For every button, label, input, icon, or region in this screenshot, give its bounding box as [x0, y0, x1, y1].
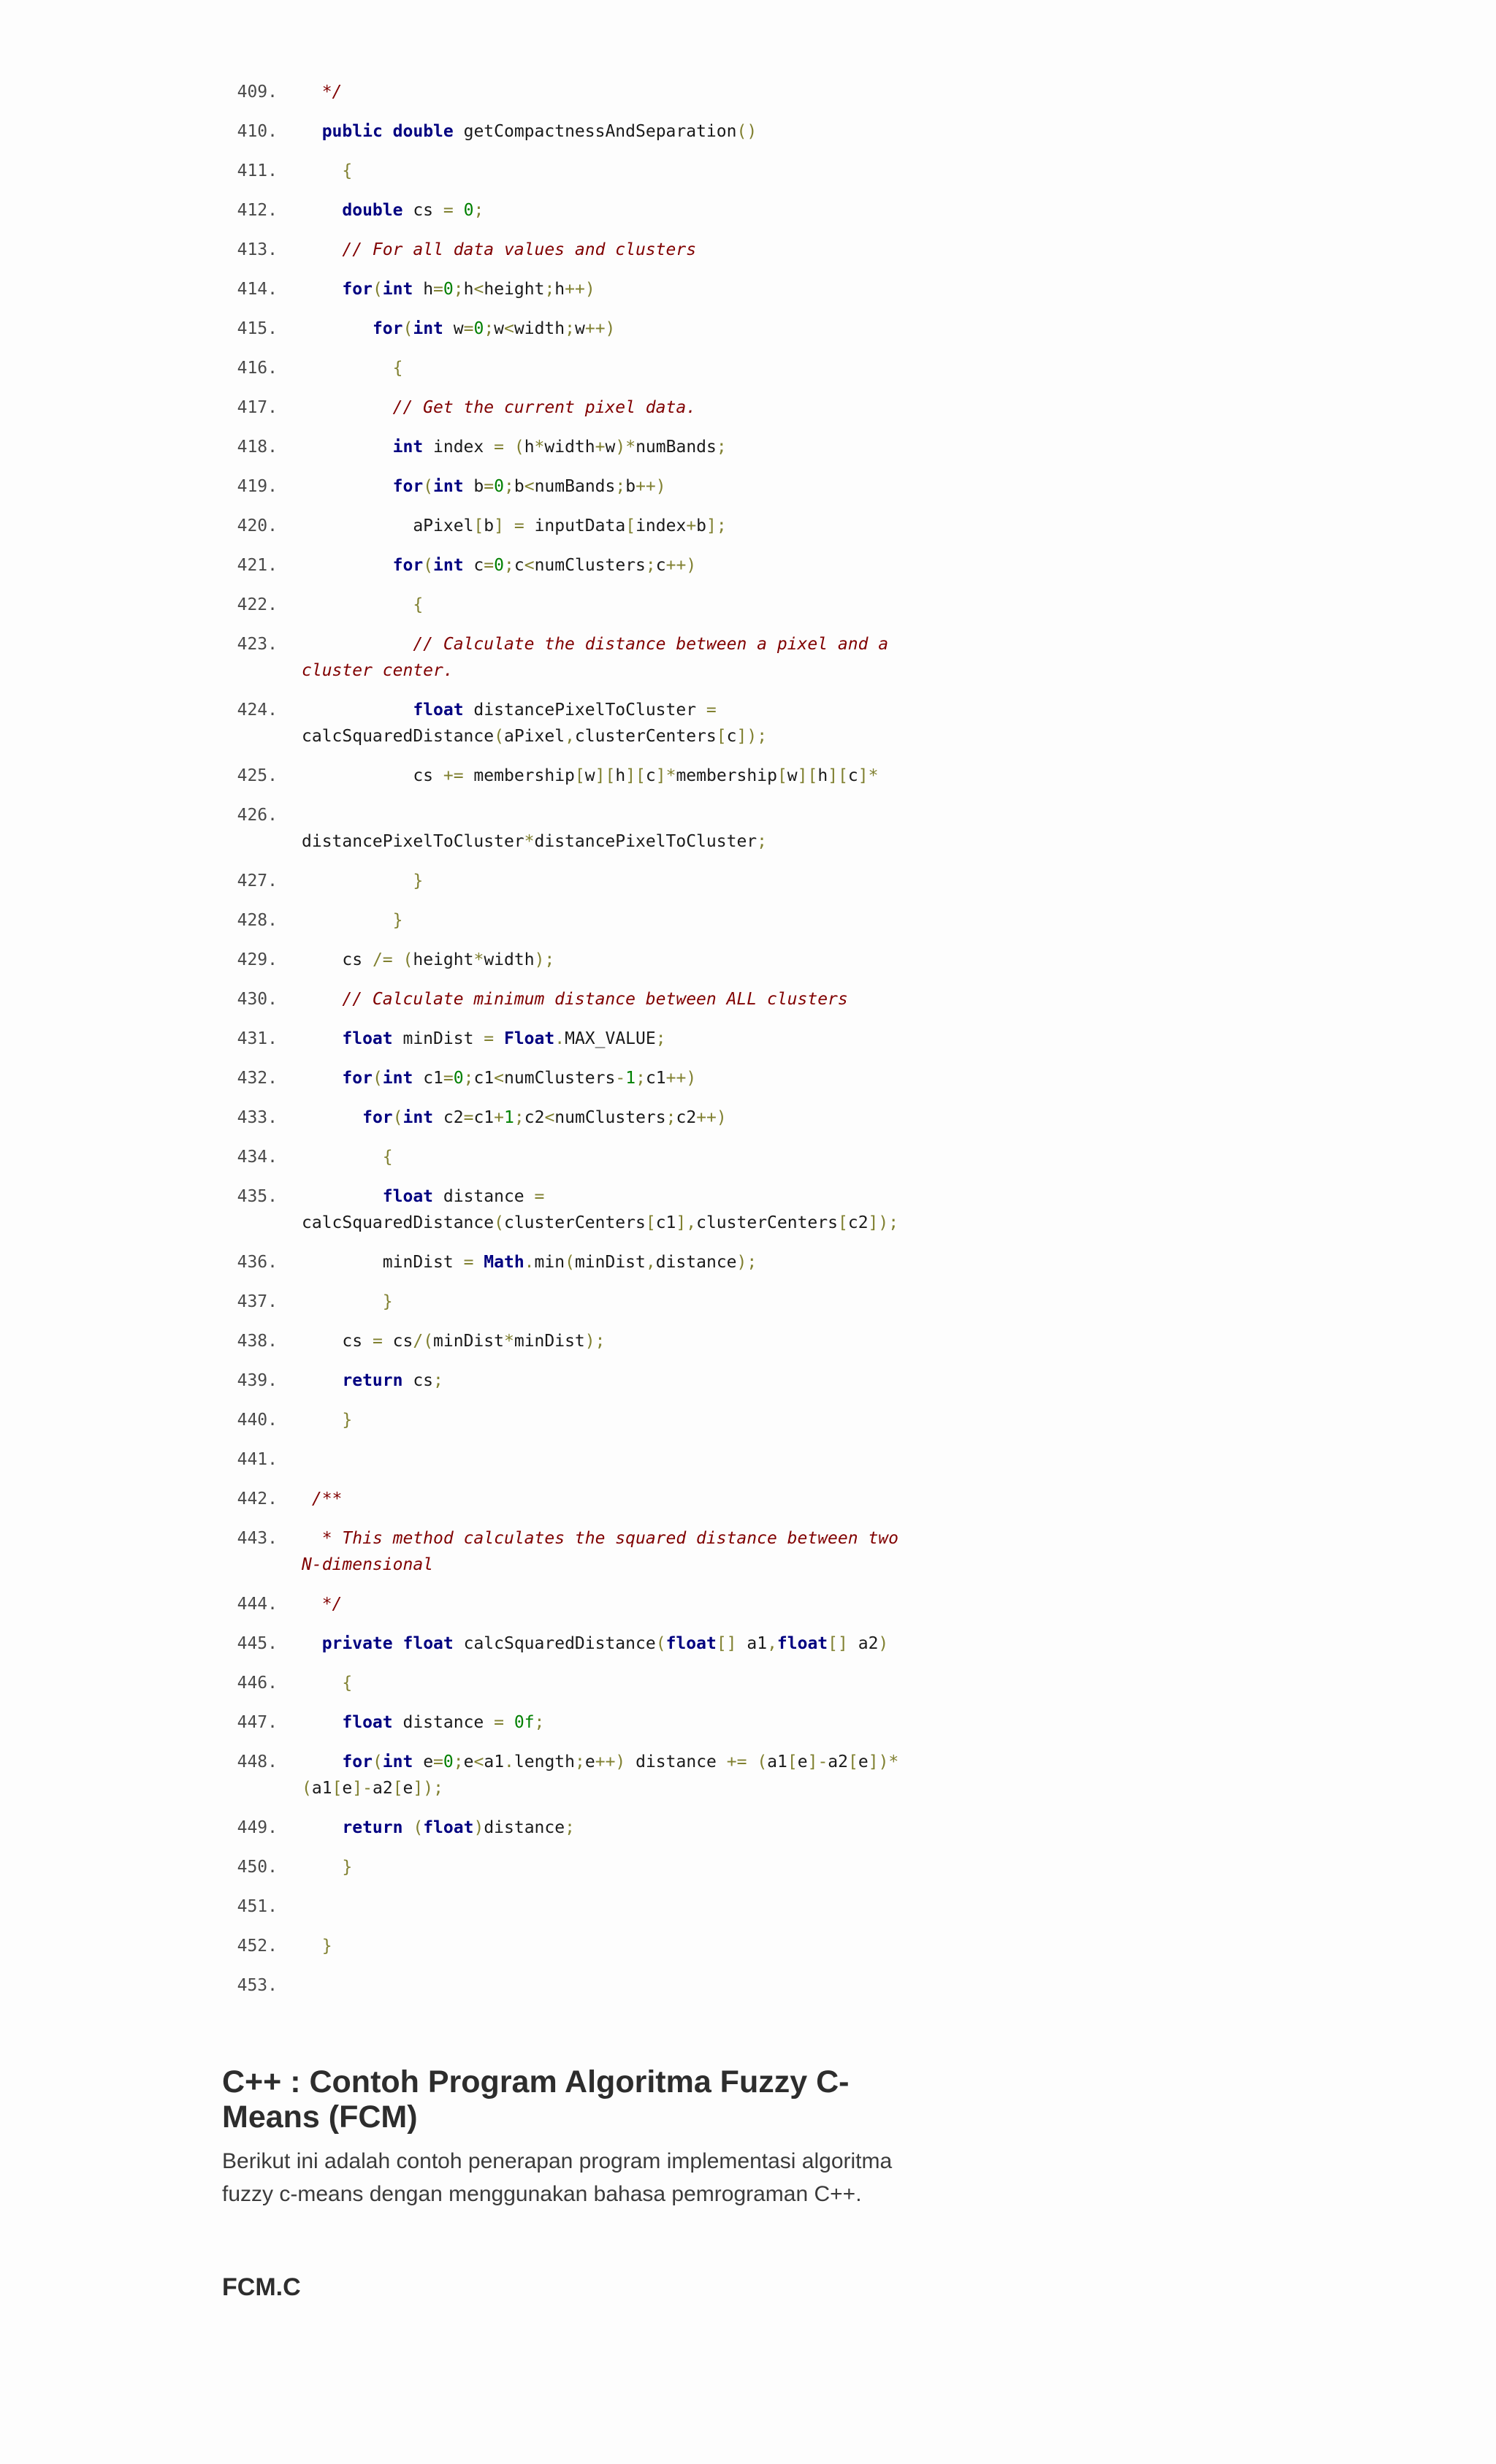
- line-number: 430.: [237, 990, 278, 1009]
- code-text: // Calculate minimum distance between ALL clusters: [302, 990, 848, 1009]
- code-line: [219, 158, 920, 197]
- code-text: double cs = 0;: [342, 201, 484, 220]
- code-line: [219, 1670, 920, 1709]
- line-number: 447.: [237, 1713, 278, 1732]
- line-number: 410.: [237, 122, 278, 141]
- code-text: for(int e=0;e<a1.length;e++) distance += (a1[e]-a2[e])* (a1[e]-a2[e]);: [302, 1752, 899, 1798]
- code-line: [219, 197, 920, 237]
- line-number: 449.: [237, 1818, 278, 1837]
- code-text: minDist = Math.min(minDist,distance);: [302, 1253, 757, 1272]
- line-number: 420.: [237, 516, 278, 535]
- line-number: 415.: [237, 319, 278, 338]
- line-number: 434.: [237, 1148, 278, 1167]
- line-number: 444.: [237, 1595, 278, 1614]
- line-number: 414.: [237, 280, 278, 299]
- line-number: 425.: [237, 766, 278, 785]
- line-number: 413.: [237, 240, 278, 259]
- code-text: // Calculate the distance between a pixel and a cluster center.: [302, 635, 889, 680]
- line-number: 416.: [237, 359, 278, 378]
- line-number: 440.: [237, 1411, 278, 1430]
- code-line: [219, 1933, 920, 1972]
- line-number: 428.: [237, 911, 278, 930]
- code-text: // Get the current pixel data.: [302, 398, 697, 417]
- code-text: for(int c=0;c<numClusters;c++): [392, 556, 697, 575]
- line-number: 443.: [237, 1529, 278, 1548]
- code-line: [219, 1407, 920, 1446]
- line-number: 453.: [237, 1976, 278, 1995]
- code-text: }: [413, 871, 424, 890]
- line-number: 412.: [237, 201, 278, 220]
- code-text: {: [342, 161, 353, 180]
- code-text: private float calcSquaredDistance(float[] a1,float[] a2): [321, 1634, 889, 1653]
- code-line: [219, 355, 920, 394]
- line-number: 409.: [237, 83, 278, 102]
- code-line: [219, 1525, 920, 1591]
- code-text: distancePixelToCluster*distancePixelToCluster;: [302, 832, 767, 851]
- line-number: 411.: [237, 161, 278, 180]
- code-line: [219, 1893, 920, 1933]
- code-line: [219, 907, 920, 947]
- code-line: [219, 1446, 920, 1486]
- code-text: */: [302, 1595, 343, 1614]
- code-line: [219, 763, 920, 802]
- line-number: 442.: [237, 1490, 278, 1508]
- code-text: for(int h=0;h<height;h++): [342, 280, 595, 299]
- code-listing: [219, 79, 920, 2012]
- code-line: [219, 79, 920, 118]
- code-text: float distance = 0f;: [342, 1713, 545, 1732]
- code-line: [219, 237, 920, 276]
- code-text: // For all data values and clusters: [302, 240, 697, 259]
- code-text: return (float)distance;: [342, 1818, 575, 1837]
- line-number: 451.: [237, 1897, 278, 1916]
- code-line: [219, 802, 920, 868]
- code-line: [219, 1709, 920, 1749]
- code-line: [219, 118, 920, 158]
- line-number: 422.: [237, 595, 278, 614]
- code-text: aPixel[b] = inputData[index+b];: [302, 516, 727, 535]
- code-line: [219, 1972, 920, 2012]
- line-number: 436.: [237, 1253, 278, 1272]
- code-line: [219, 1630, 920, 1670]
- line-number: 448.: [237, 1752, 278, 1771]
- code-line: [219, 1183, 920, 1249]
- code-line: [219, 1749, 920, 1815]
- file-name-heading: FCM.C: [222, 2273, 301, 2301]
- code-line: [219, 592, 920, 631]
- section-paragraph: Berikut ini adalah contoh penerapan program implementasi algoritma fuzzy c-means dengan menggunakan bahasa pemrograman C++.: [222, 2149, 893, 2206]
- code-line: [219, 473, 920, 513]
- code-line: [219, 1815, 920, 1854]
- line-number: 423.: [237, 635, 278, 654]
- code-text: {: [413, 595, 424, 614]
- line-number: 431.: [237, 1029, 278, 1048]
- code-text: int index = (h*width+w)*numBands;: [392, 438, 727, 457]
- section-heading: C++ : Contoh Program Algoritma Fuzzy C-Means (FCM): [222, 2064, 850, 2135]
- line-number: 452.: [237, 1937, 278, 1956]
- code-line: [219, 947, 920, 986]
- code-text: }: [382, 1292, 393, 1311]
- line-number: 450.: [237, 1858, 278, 1877]
- code-text: }: [342, 1411, 353, 1430]
- line-number: 446.: [237, 1674, 278, 1693]
- line-number: 432.: [237, 1069, 278, 1088]
- line-number: 427.: [237, 871, 278, 890]
- code-text: float distancePixelToCluster = calcSquaredDistance(aPixel,clusterCenters[c]);: [302, 701, 768, 746]
- code-line: [219, 1026, 920, 1065]
- code-line: [219, 1105, 920, 1144]
- line-number: 417.: [237, 398, 278, 417]
- code-text: {: [382, 1148, 393, 1167]
- code-line: [219, 1486, 920, 1525]
- code-text: cs = cs/(minDist*minDist);: [302, 1332, 606, 1351]
- line-number: 438.: [237, 1332, 278, 1351]
- code-text: }: [321, 1937, 332, 1956]
- code-line: [219, 1328, 920, 1368]
- code-line: [219, 1249, 920, 1289]
- code-text: }: [342, 1858, 353, 1877]
- line-number: 439.: [237, 1371, 278, 1390]
- code-line: [219, 552, 920, 592]
- line-number: 437.: [237, 1292, 278, 1311]
- code-line: [219, 1368, 920, 1407]
- line-number: 429.: [237, 950, 278, 969]
- code-line: [219, 1854, 920, 1893]
- code-line: [219, 868, 920, 907]
- code-line: [219, 1591, 920, 1630]
- code-text: for(int c2=c1+1;c2<numClusters;c2++): [362, 1108, 727, 1127]
- code-line: [219, 986, 920, 1026]
- code-text: float minDist = Float.MAX_VALUE;: [342, 1029, 666, 1048]
- line-number: 433.: [237, 1108, 278, 1127]
- code-line: [219, 276, 920, 316]
- code-text: for(int c1=0;c1<numClusters-1;c1++): [342, 1069, 697, 1088]
- line-number: 435.: [237, 1187, 278, 1206]
- code-text: */: [302, 83, 343, 102]
- code-text: {: [342, 1674, 353, 1693]
- code-text: for(int w=0;w<width;w++): [372, 319, 616, 338]
- line-number: 441.: [237, 1450, 278, 1469]
- line-number: 445.: [237, 1634, 278, 1653]
- code-text: {: [392, 359, 403, 378]
- code-text: float distance = calcSquaredDistance(clusterCenters[c1],clusterCenters[c2]);: [302, 1187, 899, 1232]
- code-text: public double getCompactnessAndSeparation(): [321, 122, 757, 141]
- code-text: /**: [302, 1490, 343, 1508]
- code-line: [219, 1289, 920, 1328]
- line-number: 419.: [237, 477, 278, 496]
- code-line: [219, 434, 920, 473]
- code-text: return cs;: [342, 1371, 443, 1390]
- code-line: [219, 394, 920, 434]
- code-line: [219, 697, 920, 763]
- code-text: for(int b=0;b<numBands;b++): [392, 477, 666, 496]
- code-line: [219, 1065, 920, 1105]
- code-line: [219, 631, 920, 697]
- line-number: 426.: [237, 806, 278, 825]
- code-text: cs += membership[w][h][c]*membership[w][h][c]*: [302, 766, 879, 785]
- code-line: [219, 316, 920, 355]
- line-number: 421.: [237, 556, 278, 575]
- line-number: 418.: [237, 438, 278, 457]
- code-line: [219, 513, 920, 552]
- code-line: [219, 1144, 920, 1183]
- code-text: cs /= (height*width);: [302, 950, 555, 969]
- line-number: 424.: [237, 701, 278, 720]
- code-text: * This method calculates the squared distance between two N-dimensional: [302, 1529, 898, 1574]
- code-text: }: [392, 911, 403, 930]
